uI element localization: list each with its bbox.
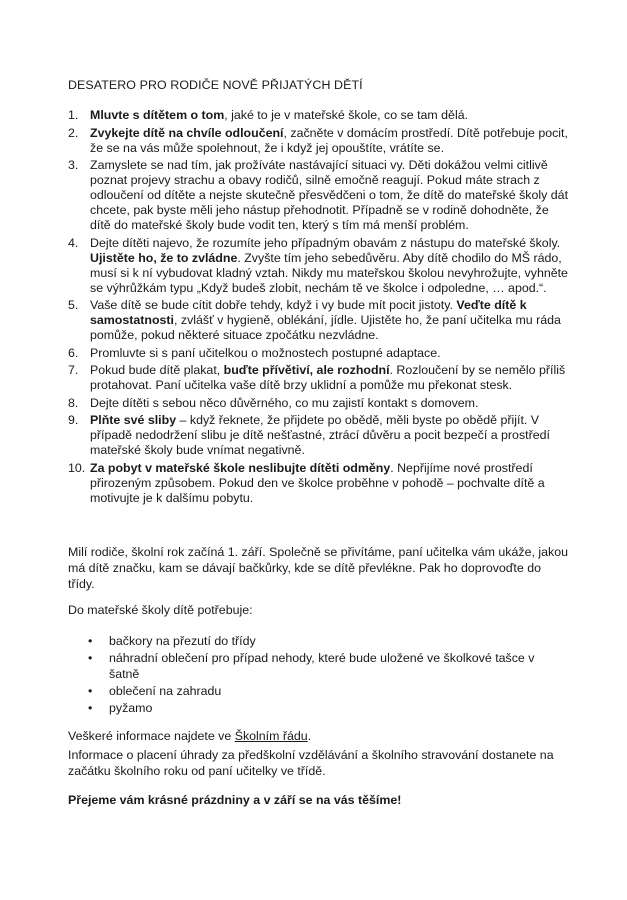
bullet-icon: • <box>88 651 93 665</box>
rule-number: 6. <box>68 345 79 360</box>
rule-text: , zvlášť v hygieně, oblékání, jídle. Ujistěte ho, že paní učitelka mu ráda pomůže, pokud některé situace zpočátku nezvládne. <box>90 313 561 342</box>
bullet-icon: • <box>88 634 93 648</box>
rule-text: Pokud bude dítě plakat, <box>90 363 224 377</box>
needs-item <box>68 684 568 700</box>
school-rules-link[interactable]: Školním řádu <box>234 729 308 743</box>
needs-item <box>68 651 568 682</box>
bullet-icon: • <box>88 700 93 715</box>
needs-item-text: oblečení na zahradu <box>109 683 222 698</box>
rule-item <box>68 108 568 123</box>
info-rules-line <box>68 729 311 743</box>
rule-text: Promluvte si s paní učitelkou o možnostech postupné adaptace. <box>90 345 441 360</box>
rule-item <box>68 236 568 296</box>
rule-bold-text: Plňte své sliby <box>90 413 177 427</box>
rule-bold-text: Veďte dítě k samostatnosti <box>90 298 527 327</box>
rule-number: 2. <box>68 125 79 140</box>
rule-number: 10. <box>68 460 86 475</box>
rule-item <box>68 396 568 411</box>
rule-item <box>68 461 568 506</box>
rule-text: . Rozloučení by se nemělo příliš protahovat. Paní učitelka vaše dítě brzy uklidní a pomůže mu překonat stesk. <box>90 363 566 392</box>
rule-text: , jaké to je v mateřské škole, co se tam dělá. <box>224 108 469 122</box>
needs-item <box>68 701 568 717</box>
needs-item-text: náhradní oblečení pro případ nehody, které bude uložené ve školkové tašce v šatně <box>109 651 535 681</box>
rule-number: 9. <box>68 413 79 427</box>
rule-text: Zamyslete se nad tím, jak prožíváte nastávající situaci vy. Děti dokážou velmi citlivě poznat projevy strachu a obavy rodičů, silně emočně reagují. Pokud máte strach z odloučení od dítěte a nejste skutečně přesvědčeni o tom, že dítě do mateřské školy dát chcete, pak byste měli jeho nástup přehodnotit. Případně se v rodině dohodněte, že dítě do mateřské školy bude vodit ten, který s tím má menší problém. <box>90 158 569 232</box>
rule-bold-text: Ujistěte ho, že to zvládne <box>90 250 238 265</box>
rule-item <box>68 158 568 233</box>
info-suffix: . <box>307 729 312 743</box>
payment-info-paragraph: Informace o placení úhrady za předškolní vzdělávání a školního stravování dostanete na začátku školního roku od paní učitelky ve třídě. <box>68 748 554 778</box>
rule-bold-text: Mluvte s dítětem o tom <box>90 108 225 122</box>
rule-number: 8. <box>68 395 79 410</box>
rule-item <box>68 346 568 361</box>
document-title: DESATERO PRO RODIČE NOVĚ PŘIJATÝCH DĚTÍ <box>68 78 363 92</box>
rule-text: Dejte dítěti s sebou něco důvěrného, co mu zajistí kontakt s domovem. <box>90 395 479 410</box>
rule-number: 5. <box>68 298 79 312</box>
closing-wish: Přejeme vám krásné prázdniny a v září se na vás těšíme! <box>68 793 402 807</box>
needs-list <box>68 634 568 718</box>
rule-item <box>68 126 568 156</box>
rule-bold-text: Zvykejte dítě na chvíle odloučení <box>90 125 284 140</box>
rule-text: Dejte dítěti najevo, že rozumíte jeho případným obavám z nástupu do mateřské školy. <box>90 235 561 250</box>
needs-item-text: pyžamo <box>109 700 153 715</box>
rule-number: 3. <box>68 158 79 172</box>
bullet-icon: • <box>88 683 93 698</box>
rule-bold-text: buďte přívětiví, ale rozhodní <box>223 363 390 377</box>
needs-heading: Do mateřské školy dítě potřebuje: <box>68 603 253 617</box>
rule-text: . Nepřijíme nové prostředí přirozeným způsobem. Pokud den ve školce proběhne v pohodě – pochvalte dítě a motivujte je k dalšímu pobytu. <box>90 460 545 505</box>
rule-text: . Zvyšte tím jeho sebedůvěru. Aby dítě chodilo do MŠ rádo, musí si k ní vybudovat kladný vztah. Nikdy mu mateřskou školou nevyhrožujte, vyhněte se výhrůžkám typu „Když budeš zlobit, nechám tě ve školce i odpoledne, … apod.“. <box>90 250 568 295</box>
rules-list <box>68 108 568 508</box>
rule-number: 1. <box>68 108 79 122</box>
needs-item <box>68 634 568 650</box>
rule-number: 7. <box>68 363 79 377</box>
rule-text: – když řeknete, že přijdete po obědě, měli byste po obědě přijít. V případě nedodržení slibu je dítě nešťastné, ztrácí důvěru a pocit bezpečí a prostředí mateřské školy bude vnímat negativně. <box>90 413 550 457</box>
rule-bold-text: Za pobyt v mateřské škole neslibujte dítěti odměny <box>90 460 391 475</box>
info-prefix: Veškeré informace najdete ve <box>68 729 235 743</box>
rule-item <box>68 363 568 393</box>
rule-text: Vaše dítě se bude cítit dobře tehdy, když i vy bude mít pocit jistoty. <box>90 298 457 312</box>
rule-item <box>68 298 568 343</box>
rule-number: 4. <box>68 235 79 250</box>
rule-text: , začněte v domácím prostředí. Dítě potřebuje pocit, že se na vás může spolehnout, že i když jej opouštíte, vrátíte se. <box>90 125 568 155</box>
needs-item-text: bačkory na přezutí do třídy <box>109 634 256 648</box>
rule-item <box>68 413 568 458</box>
intro-paragraph: Milí rodiče, školní rok začíná 1. září. Společně se přivítáme, paní učitelka vám ukáže, jakou má dítě značku, kam se dávají bačkůrky, kde se dítě převlékne. Pak ho doprovoďte do třídy. <box>68 545 568 591</box>
